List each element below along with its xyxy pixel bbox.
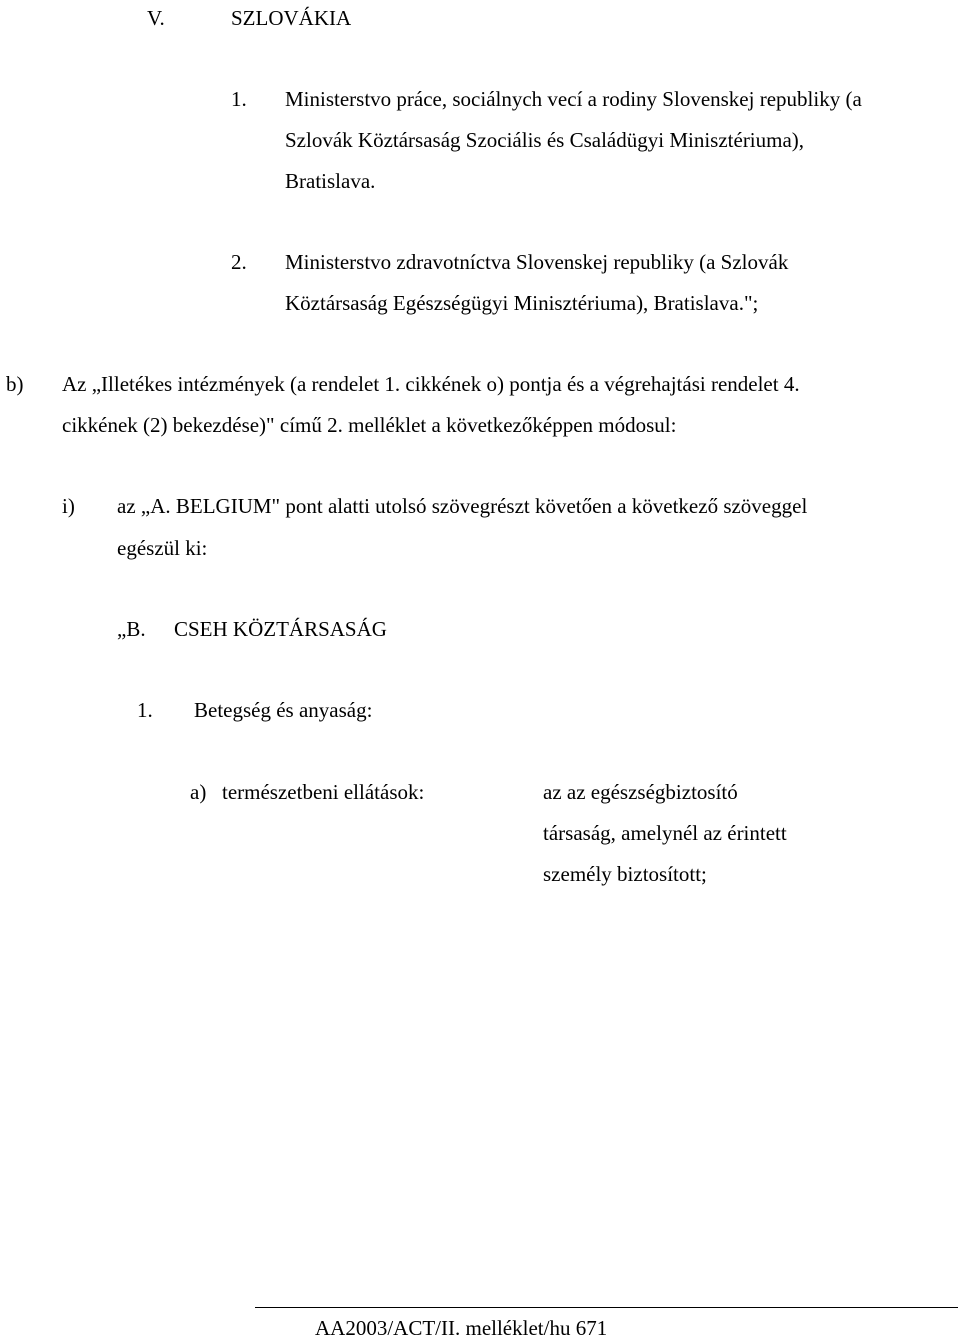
item-text-line: Ministerstvo zdravotníctva Slovenskej republiky (a Szlovák <box>285 250 789 274</box>
section-number: V. <box>147 6 165 30</box>
item-text-line: Köztársaság Egészségügyi Minisztériuma), Bratislava."; <box>285 291 759 315</box>
subsection-number: 1. <box>137 698 153 722</box>
item-text-line: Szlovák Köztársaság Szociális és Családügyi Minisztériuma), <box>285 128 805 152</box>
item-text-line: Bratislava. <box>285 169 376 193</box>
subsection-title: Betegség és anyaság: <box>194 698 373 722</box>
section-title: SZLOVÁKIA <box>231 6 352 30</box>
point-text-line: cikkének (2) bekezdése)" című 2. melléklet a következőképpen módosul: <box>62 413 677 437</box>
row-description-line: társaság, amelynél az érintett <box>543 821 787 845</box>
row-description-line: személy biztosított; <box>543 862 707 886</box>
item-text-line: Ministerstvo práce, sociálnych vecí a rodiny Slovenskej republiky (a <box>285 87 862 111</box>
point-label: b) <box>6 372 24 396</box>
footer-rule <box>255 1307 958 1308</box>
row-term: természetbeni ellátások: <box>222 780 425 804</box>
row-label: a) <box>190 780 207 804</box>
item-number: 1. <box>231 87 247 111</box>
row-description-line: az az egészségbiztosító <box>543 780 738 804</box>
point-text-line: Az „Illetékes intézmények (a rendelet 1. cikkének o) pontja és a végrehajtási rendelet 4. <box>62 372 800 396</box>
item-number: 2. <box>231 250 247 274</box>
subpoint-text-line: az „A. BELGIUM" pont alatti utolsó szövegrészt követően a következő szöveggel <box>117 494 808 518</box>
country-section-title: CSEH KÖZTÁRSASÁG <box>174 617 387 641</box>
subpoint-label: i) <box>62 494 75 518</box>
subpoint-text-line: egészül ki: <box>117 536 208 560</box>
country-section-label: „B. <box>117 617 146 641</box>
footer-reference: AA2003/ACT/II. melléklet/hu 671 <box>315 1316 608 1340</box>
